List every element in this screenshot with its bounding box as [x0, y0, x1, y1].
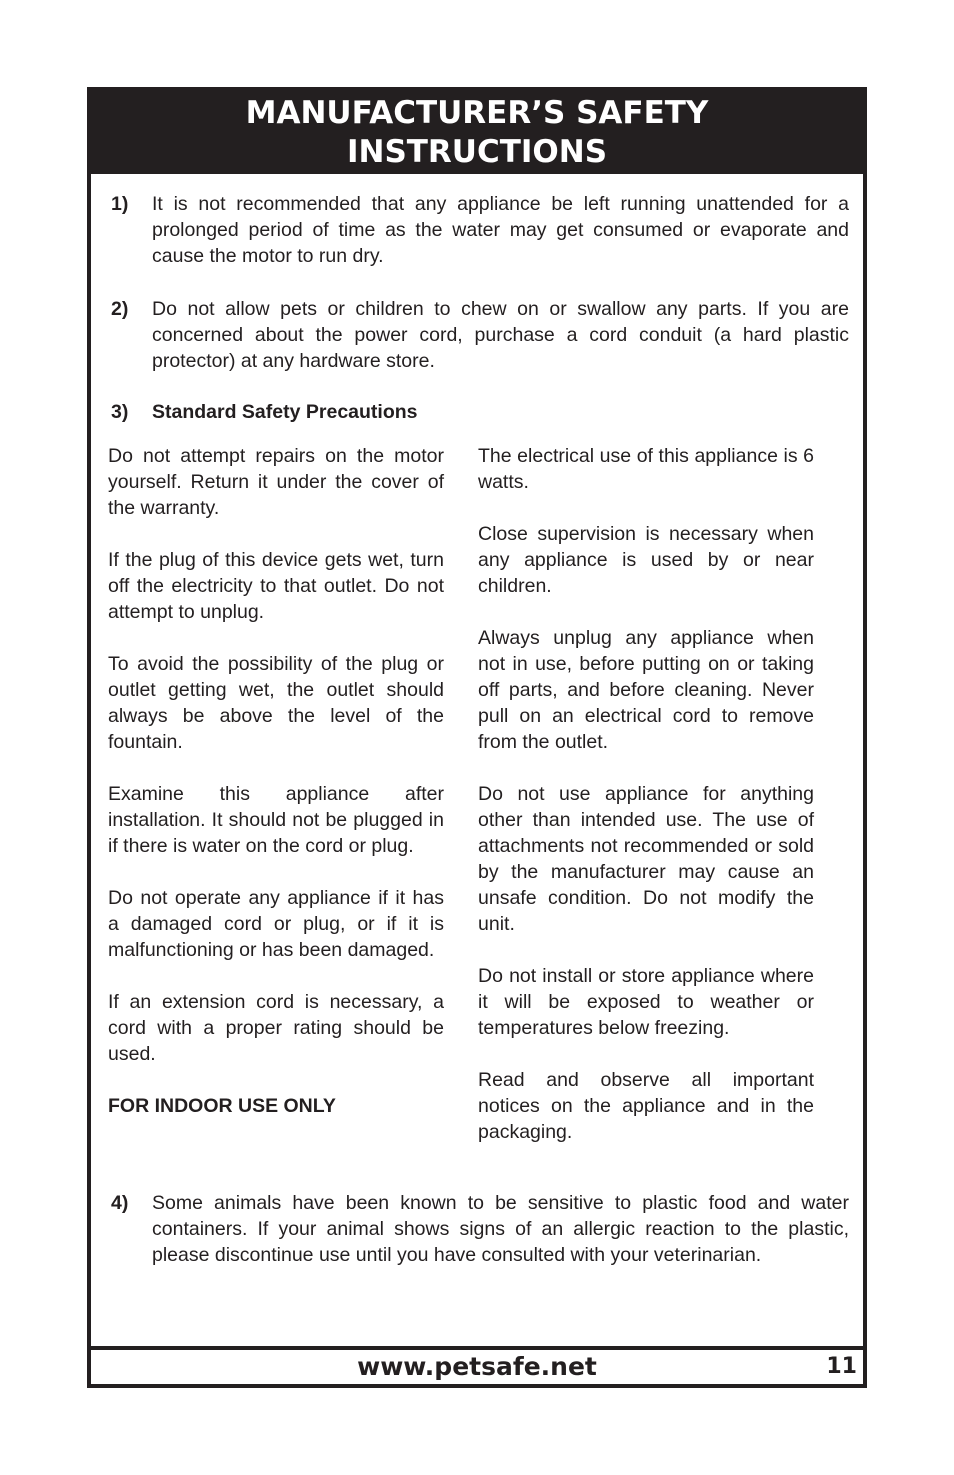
- precaution-paragraph: Close supervision is necessary when any appliance is used by or near children.: [478, 523, 814, 597]
- precautions-right-column: [478, 443, 814, 1171]
- page-title-line-1: MANUFACTURER’S SAFETY: [245, 95, 709, 131]
- item-text: Do not allow pets or children to chew on or swallow any parts. If you are concerned about the power cord, purchase a cord conduit (a hard plastic protector) at any hardware store.: [152, 298, 849, 372]
- item-number: 1): [111, 193, 129, 215]
- page-title-line-2: INSTRUCTIONS: [346, 134, 608, 170]
- precaution-paragraph: Do not use appliance for anything other than intended use. The use of attachments not recommended or sold by the manufacturer may cause an unsafe condition. Do not modify the unit.: [478, 783, 814, 935]
- precaution-paragraph: If the plug of this device gets wet, turn off the electricity to that outlet. Do not attempt to unplug.: [108, 549, 444, 623]
- item-number: 4): [111, 1192, 129, 1214]
- item-text: Some animals have been known to be sensitive to plastic food and water containers. If your animal shows signs of an allergic reaction to the plastic, please discontinue use until you have consulted with your veterinarian.: [152, 1192, 849, 1266]
- indoor-use-notice: FOR INDOOR USE ONLY: [108, 1095, 336, 1117]
- safety-instructions-panel: [87, 87, 867, 1388]
- precaution-paragraph: If an extension cord is necessary, a cord with a proper rating should be used.: [108, 991, 444, 1065]
- section-heading: Standard Safety Precautions: [152, 401, 418, 423]
- item-number: 3): [111, 401, 129, 423]
- precaution-paragraph: Examine this appliance after installation. It should not be plugged in if there is water on the cord or plug.: [108, 783, 444, 857]
- page-header: [91, 91, 863, 174]
- page-footer: [91, 1346, 863, 1384]
- precaution-paragraph: Read and observe all important notices on the appliance and in the packaging.: [478, 1069, 814, 1143]
- item-number: 2): [111, 298, 129, 320]
- precaution-paragraph: To avoid the possibility of the plug or outlet getting wet, the outlet should always be above the level of the fountain.: [108, 653, 444, 753]
- page-number: 11: [826, 1354, 857, 1379]
- precaution-paragraph: Do not install or store appliance where it will be exposed to weather or temperatures below freezing.: [478, 965, 814, 1039]
- precaution-paragraph: The electrical use of this appliance is 6 watts.: [478, 445, 814, 493]
- precautions-left-column: [108, 443, 444, 1145]
- precaution-paragraph: Always unplug any appliance when not in use, before putting on or taking off parts, and before cleaning. Never pull on an electrical cord to remove from the outlet.: [478, 627, 814, 753]
- precaution-paragraph: Do not operate any appliance if it has a damaged cord or plug, or if it is malfunctioning or has been damaged.: [108, 887, 444, 961]
- website-link[interactable]: www.petsafe.net: [357, 1352, 597, 1381]
- precaution-paragraph: Do not attempt repairs on the motor yourself. Return it under the cover of the warranty.: [108, 445, 444, 519]
- item-text: It is not recommended that any appliance be left running unattended for a prolonged period of time as the water may get consumed or evaporate and cause the motor to run dry.: [152, 193, 849, 267]
